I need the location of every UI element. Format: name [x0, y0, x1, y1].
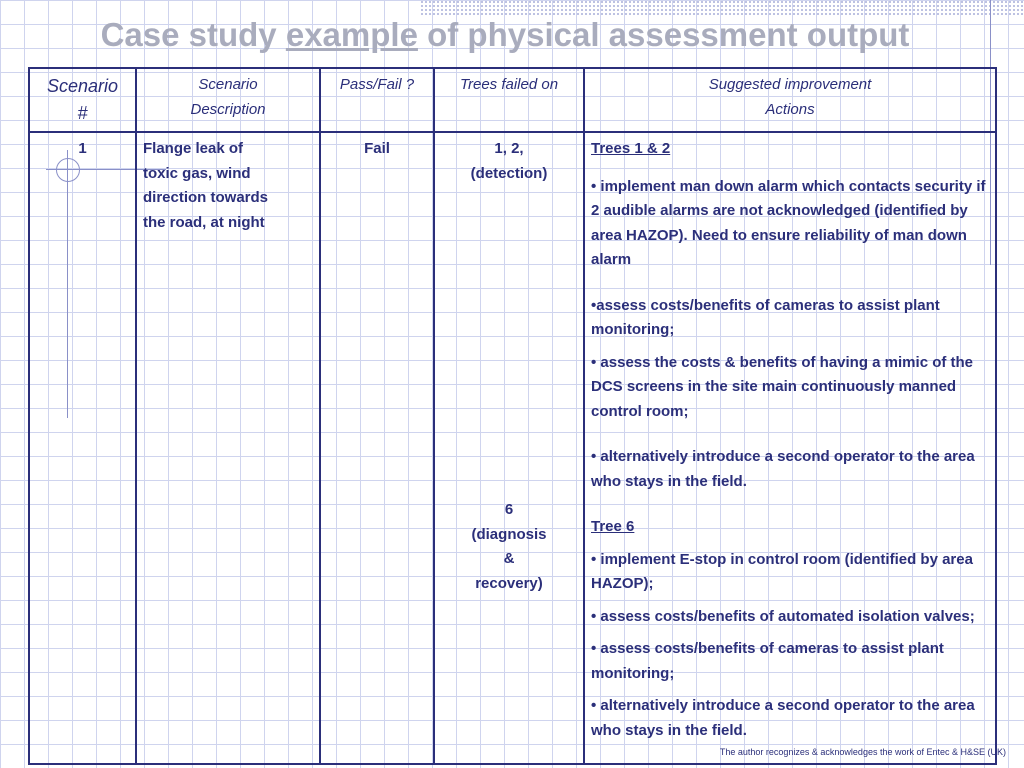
description-line: direction towards: [143, 189, 269, 206]
action-item: • implement E-stop in control room (identified by area HAZOP);: [591, 550, 973, 592]
spacer: [591, 343, 989, 351]
cell-scenario-number: 1: [29, 132, 136, 764]
spacer: [591, 437, 989, 445]
cell-pass-fail: Fail: [320, 132, 434, 764]
top-dot-pattern: [420, 0, 1024, 16]
header-actions-line1: Suggested improvement: [708, 76, 872, 93]
assessment-table: [28, 67, 997, 765]
header-scenario-number-line1: Scenario: [46, 76, 119, 96]
title-prefix: Case study: [100, 16, 286, 53]
header-improvement-actions: [584, 68, 996, 132]
title-underlined-word: example: [285, 16, 418, 53]
action-item: • alternatively introduce a second operator to the area who stays in the field.: [591, 448, 975, 490]
spacer: [591, 686, 989, 694]
description-line: the road, at night: [143, 213, 265, 231]
spacer: [591, 494, 989, 507]
table-header-row: [29, 68, 996, 132]
header-description-line1: Scenario: [198, 76, 258, 93]
spacer: [591, 507, 989, 515]
header-scenario-number-line2: #: [77, 103, 88, 123]
trees-1-2-heading: Trees 1 & 2: [591, 140, 671, 157]
spacer: [591, 162, 989, 175]
spacer: [591, 629, 989, 637]
header-actions-line2: Actions: [765, 100, 815, 118]
tree-6-heading: Tree 6: [591, 518, 635, 535]
cell-improvement-actions: [584, 132, 996, 764]
header-trees-failed: Trees failed on: [434, 68, 584, 132]
cell-scenario-description: [136, 132, 320, 764]
page-title: [0, 16, 1010, 54]
table-row: [29, 132, 996, 764]
spacer: [591, 540, 989, 548]
header-scenario-description: [136, 68, 320, 132]
trees-a-line: 1, 2,: [494, 140, 524, 157]
spacer: [591, 273, 989, 286]
trees-b-line: 6: [504, 501, 514, 518]
spacer: [591, 597, 989, 605]
action-item: •assess costs/benefits of cameras to assist plant monitoring;: [591, 296, 940, 338]
trees-b-line: recovery): [475, 574, 543, 592]
description-line: Flange leak of: [143, 140, 244, 157]
action-item: • assess costs/benefits of cameras to assist plant monitoring;: [591, 640, 944, 682]
action-item: • assess the costs & benefits of having a mimic of the DCS screens in the site main continuously manned control room;: [591, 353, 974, 420]
description-line: toxic gas, wind: [143, 164, 251, 182]
spacer: [591, 424, 989, 437]
action-item: • alternatively introduce a second operator to the area who stays in the field.: [591, 697, 975, 739]
header-description-line2: Description: [190, 100, 266, 118]
footer-credit: The author recognizes & acknowledges the work of Entec & H&SE (UK): [719, 747, 1006, 757]
trees-b-line: &: [503, 550, 515, 567]
action-item: • implement man down alarm which contacts security if 2 audible alarms are not acknowledged (identified by area HAZOP). Need to ensure reliability of man down alarm: [591, 177, 986, 268]
header-pass-fail: Pass/Fail ?: [320, 68, 434, 132]
spacer: [591, 286, 989, 294]
cell-trees-failed: [434, 132, 584, 764]
header-scenario-number: [29, 68, 136, 132]
trees-a-line: (detection): [470, 164, 548, 182]
title-suffix: of physical assessment output: [417, 16, 910, 53]
trees-b-line: (diagnosis: [471, 525, 547, 543]
trees-b-group: [441, 498, 577, 596]
action-item: • assess costs/benefits of automated isolation valves;: [591, 607, 975, 625]
